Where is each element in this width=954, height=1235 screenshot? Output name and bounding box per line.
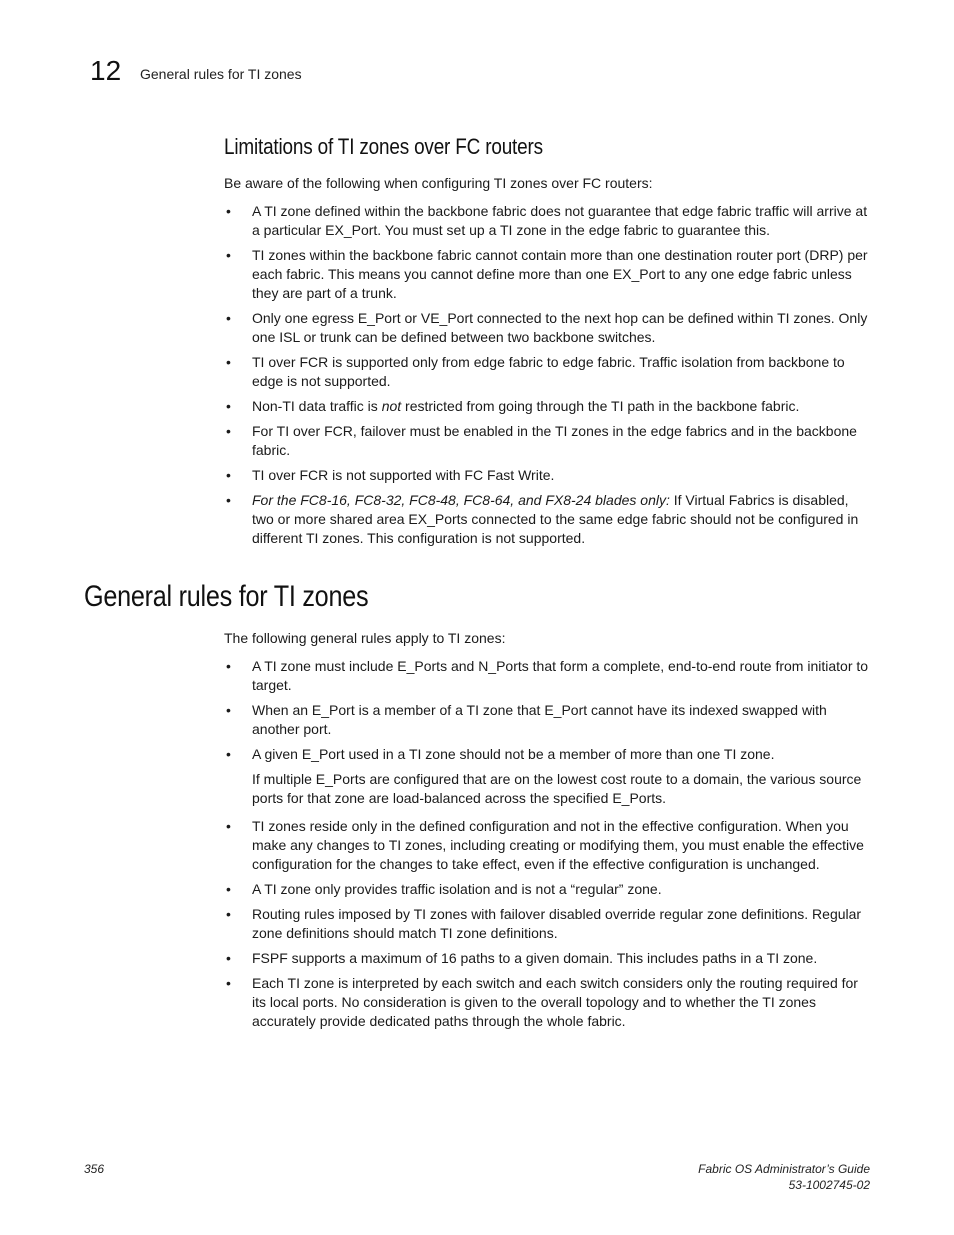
footer-doc-info bbox=[698, 1161, 870, 1193]
bullet-glyph: • bbox=[226, 492, 231, 508]
list-item-text: If Virtual Fabrics is disabled, two or more shared area EX_Ports connected to the same edge fabric should not be configured in different TI zones. This configuration is not supported. bbox=[252, 492, 859, 546]
list-item-text: For TI over FCR, failover must be enabled in the TI zones in the edge fabrics and in the backbone fabric. bbox=[252, 423, 857, 458]
list-item bbox=[224, 397, 874, 416]
list-item bbox=[224, 422, 874, 460]
bullet-glyph: • bbox=[226, 702, 231, 718]
chapter-number: 12 bbox=[90, 55, 122, 86]
list-item-text: TI over FCR is not supported with FC Fast Write. bbox=[252, 467, 555, 483]
list-item-text: TI over FCR is supported only from edge fabric to edge fabric. Traffic isolation from backbone to edge is not supported. bbox=[252, 354, 845, 389]
bullet-glyph: • bbox=[226, 818, 231, 834]
list-item-text: A TI zone defined within the backbone fabric does not guarantee that edge fabric traffic will arrive at a particular EX_Port. You must set up a TI zone in the edge fabric to guarantee this. bbox=[252, 203, 868, 238]
general-rules-list bbox=[224, 657, 874, 1037]
list-item-text: Non-TI data traffic is bbox=[252, 398, 382, 414]
bullet-glyph: • bbox=[226, 906, 231, 922]
footer-doc-title: Fabric OS Administrator’s Guide bbox=[698, 1162, 870, 1176]
list-item bbox=[224, 905, 874, 943]
list-item-text: A TI zone only provides traffic isolation and is not a “regular” zone. bbox=[252, 881, 662, 897]
list-item bbox=[224, 949, 874, 968]
list-item bbox=[224, 745, 874, 808]
list-item bbox=[224, 466, 874, 485]
footer-page-number: 356 bbox=[84, 1162, 105, 1176]
list-item-text: Only one egress E_Port or VE_Port connected to the next hop can be defined within TI zones. Only one ISL or trunk can be defined between two backbone switches. bbox=[252, 310, 868, 345]
list-item bbox=[224, 202, 874, 240]
bullet-glyph: • bbox=[226, 423, 231, 439]
limitations-list bbox=[224, 202, 874, 554]
section-title-limitations: Limitations of TI zones over FC routers bbox=[224, 134, 543, 159]
bullet-glyph: • bbox=[226, 354, 231, 370]
bullet-glyph: • bbox=[226, 247, 231, 263]
footer-doc-number: 53-1002745-02 bbox=[788, 1178, 870, 1192]
list-item bbox=[224, 246, 874, 303]
list-item bbox=[224, 491, 874, 548]
bullet-glyph: • bbox=[226, 203, 231, 219]
bullet-glyph: • bbox=[226, 310, 231, 326]
emphasis-text: For the FC8-16, FC8-32, FC8-48, FC8-64, and FX8-24 blades only: bbox=[252, 492, 670, 508]
list-item-text: A TI zone must include E_Ports and N_Ports that form a complete, end-to-end route from initiator to target. bbox=[252, 658, 869, 693]
section-intro-general-rules: The following general rules apply to TI zones: bbox=[224, 630, 506, 646]
list-item-text: FSPF supports a maximum of 16 paths to a given domain. This includes paths in a TI zone. bbox=[252, 950, 818, 966]
bullet-glyph: • bbox=[226, 398, 231, 414]
section-intro-limitations: Be aware of the following when configuring TI zones over FC routers: bbox=[224, 175, 653, 191]
list-item-text: A given E_Port used in a TI zone should not be a member of more than one TI zone. bbox=[252, 746, 775, 762]
list-item bbox=[224, 701, 874, 739]
list-item-text: When an E_Port is a member of a TI zone that E_Port cannot have its indexed swapped with another port. bbox=[252, 702, 827, 737]
list-item-subtext: If multiple E_Ports are configured that are on the lowest cost route to a domain, the various source ports for that zone are load-balanced across the specified E_Ports. bbox=[252, 771, 862, 806]
bullet-glyph: • bbox=[226, 746, 231, 762]
list-item-text: Routing rules imposed by TI zones with failover disabled override regular zone definitions. Regular zone definitions should match TI zone definitions. bbox=[252, 906, 862, 941]
bullet-glyph: • bbox=[226, 467, 231, 483]
emphasis-text: not bbox=[381, 398, 402, 414]
section-title-general-rules: General rules for TI zones bbox=[84, 580, 369, 613]
list-item bbox=[224, 817, 874, 874]
list-item bbox=[224, 309, 874, 347]
list-item-text: TI zones within the backbone fabric cannot contain more than one destination router port (DRP) per each fabric. This means you cannot define more than one EX_Port to any one edge fabric unless they are part of a trunk. bbox=[252, 247, 868, 301]
list-item bbox=[224, 657, 874, 695]
bullet-glyph: • bbox=[226, 950, 231, 966]
list-item bbox=[224, 974, 874, 1031]
list-item-text: Each TI zone is interpreted by each switch and each switch considers only the routing required for its local ports. No consideration is given to the overall topology and to whether the TI zones accurately provide dedicated paths through the whole fabric. bbox=[252, 975, 858, 1029]
bullet-glyph: • bbox=[226, 658, 231, 674]
running-header: General rules for TI zones bbox=[140, 66, 302, 82]
bullet-glyph: • bbox=[226, 975, 231, 991]
list-item-text: TI zones reside only in the defined configuration and not in the effective configuration. When you make any changes to TI zones, including creating or modifying them, you must enable the effective configuration for the changes to take effect, even if the effective configuration is unchanged. bbox=[252, 818, 864, 872]
list-item-text: restricted from going through the TI path in the backbone fabric. bbox=[401, 398, 800, 414]
list-item bbox=[224, 353, 874, 391]
list-item bbox=[224, 880, 874, 899]
bullet-glyph: • bbox=[226, 881, 231, 897]
